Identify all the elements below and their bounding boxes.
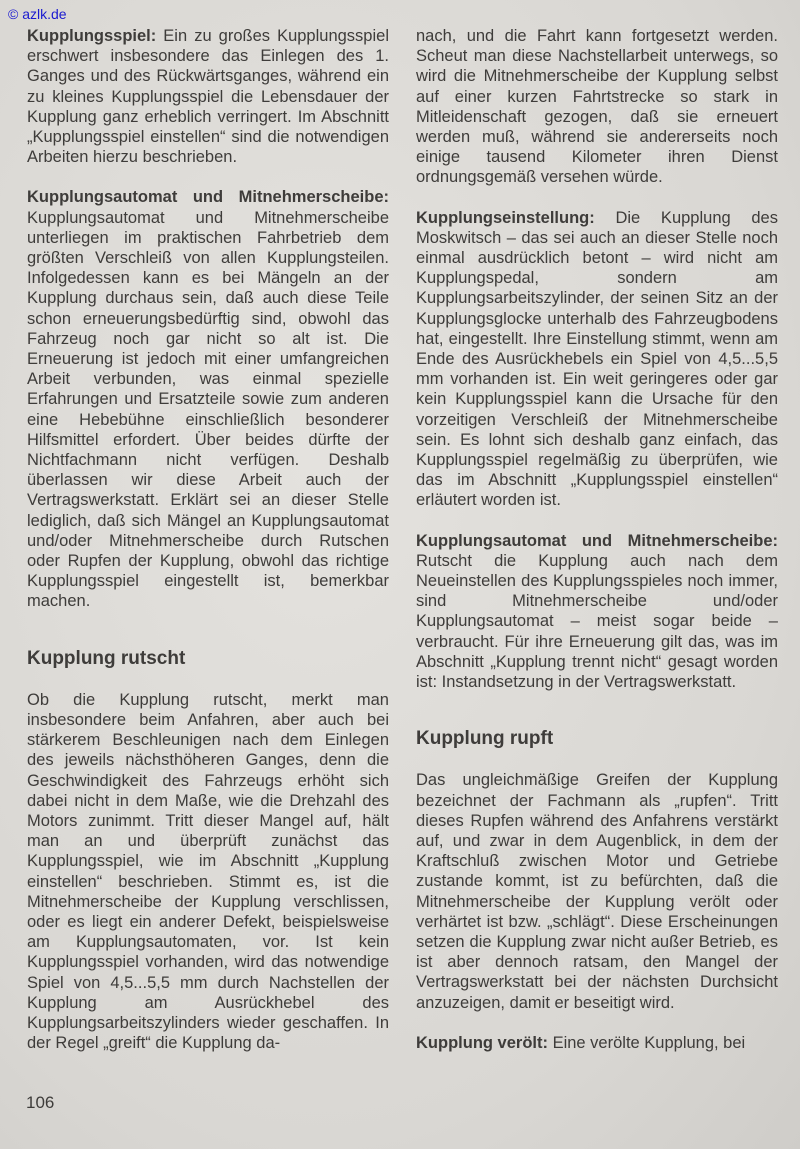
paragraph-text: Eine verölte Kupplung, bei [547, 1033, 746, 1052]
paragraph-text: nach, und die Fahrt kann fortgesetzt werden. Scheut man diese Nachstellarbeit unterwegs, so wird die Mitnehmerscheibe der Kupplung selbst auf einer kurzen Fahrtstrecke so stark in Mitleidenschaft gezogen, daß sie erneuert werden muß, während sie andererseits noch einige tausend Kilometer ihren Dienst ordnungsgemäß versehen würde. [416, 27, 778, 187]
paragraph-text: Rutscht die Kupplung auch nach dem Neueinstellen des Kupplungsspieles noch immer, sind Mitnehmerscheibe und/oder Kupplungsautomat – meist sogar beide – verbraucht. Für ihre Erneuerung gilt das, was im Abschnitt „Kupplung trennt nicht“ gesagt worden ist: Instandsetzung in der Vertragswerkstatt. [416, 551, 778, 692]
paragraph-kupplungsautomat [27, 187, 389, 611]
paragraph-kupplungsautomat-2 [416, 531, 778, 693]
paragraph-text: Kupplungsautomat und Mitnehmerscheibe unterliegen im praktischen Fahrbetrieb dem größten Verschleiß von allen Kupplungsteilen. Infolgedessen kann es bei Mängeln an der Kupplung durchaus sein, daß auch diese Teile schon erneuerungsbedürftig sind, obwohl das Fahrzeug noch gar nicht so alt ist. Die Erneuerung ist jedoch mit einer umfangreichen Arbeit verbunden, was einmal spezielle Erfahrungen und Ersatzteile sowie zum anderen eine Hebebühne einschließlich besonderer Hilfsmittel erfordert. Über beides dürfte der Nichtfachmann nicht verfügen. Deshalb überlassen wir diese Arbeit auch der Vertragswerkstatt. Erklärt sei an dieser Stelle lediglich, daß sich Mängel an Kupplungsautomat und/oder Mitnehmerscheibe durch Rutschen oder Rupfen der Kupplung, obwohl das richtige Kupplungsspiel eingestellt ist, bemerkbar machen. [27, 208, 389, 611]
right-column [416, 26, 778, 1073]
paragraph-rutscht [27, 690, 389, 1054]
paragraph-kupplungsspiel [27, 26, 389, 167]
watermark: © azlk.de [8, 6, 67, 22]
paragraph-continuation [416, 26, 778, 188]
page-number: 106 [26, 1093, 55, 1112]
paragraph-lead: Kupplungsautomat und Mitnehmerscheibe: [416, 531, 778, 550]
left-column [27, 26, 389, 1073]
section-heading-kupplung-rupft: Kupplung rupft [416, 728, 554, 750]
paragraph-lead: Kupplung verölt: [416, 1033, 548, 1052]
paragraph-lead: Kupplungsspiel: [27, 27, 157, 45]
paragraph-text: Ein zu großes Kupplungsspiel erschwert insbesondere das Einlegen des 1. Ganges und des Rückwärtsganges, während ein zu kleines Kupplungsspiel die Lebensdauer der Kupplung ganz erheblich verringert. Im Abschnitt „Kupplungsspiel einstellen“ sind die notwendigen Arbeiten hierzu beschrieben. [27, 27, 389, 167]
paragraph-veroelt [416, 1033, 778, 1053]
paragraph-text: Das ungleichmäßige Greifen der Kupplung bezeichnet der Fachmann als „rupfen“. Tritt dieses Rupfen während des Anfahrens verstärkt auf, und zwar in dem Augenblick, in dem der Kraftschluß zwischen Motor und Getriebe zustande kommt, ist zu befürchten, daß die Mitnehmerscheibe der Kupplung verölt oder verhärtet ist bzw. „schlägt“. Diese Erscheinungen setzen die Kupplung zwar nicht außer Betrieb, es ist aber dennoch ratsam, den Mangel der Vertragswerkstatt bei der nächsten Durchsicht anzuzeigen, damit er beseitigt wird. [416, 771, 778, 1012]
paragraph-text: Die Kupplung des Moskwitsch – das sei auch an dieser Stelle noch einmal ausdrücklich betont – wird nicht am Kupplungspedal, sondern am Kupplungsarbeitszylinder, der seinen Sitz an der Kupplungsglocke unterhalb des Fahrzeugbodens hat, eingestellt. Ihre Einstellung stimmt, wenn am Ende des Ausrückhebels ein Spiel von 4,5...5,5 mm vorhanden ist. Ein weit geringeres oder gar kein Kupplungsspiel kann die Ursache für den vorzeitigen Verschleiß der Mitnehmerscheibe sein. Es lohnt sich deshalb ganz einfach, das Kupplungsspiel regelmäßig zu überprüfen, wie das im Abschnitt „Kupplungsspiel einstellen“ erläutert worden ist. [416, 208, 778, 510]
paragraph-text: Ob die Kupplung rutscht, merkt man insbesondere beim Anfahren, aber auch bei stärkerem Beschleunigen nach dem Einlegen des jeweils nächsthöheren Ganges, denn die Geschwindigkeit des Fahrzeugs erhöht sich dabei nicht in dem Maße, wie die Drehzahl des Motors zunimmt. Tritt dieser Mangel auf, hält man an und überprüft zunächst das Kupplungsspiel, wie im Abschnitt „Kupplung einstellen“ beschrieben. Stimmt es, ist die Mitnehmerscheibe der Kupplung verschlissen, oder es liegt ein anderer Defekt, beispielsweise am Kupplungsautomaten, vor. Ist kein Kupplungsspiel vorhanden, wird das notwendige Spiel von 4,5...5,5 mm durch Nachstellen der Kupplung am Ausrückhebel des Kupplungsarbeitszylinders wieder geschaffen. In der Regel „greift“ die Kupplung da- [27, 690, 389, 1053]
paragraph-kupplungseinstellung [416, 208, 778, 511]
paragraph-lead: Kupplungsautomat und Mitnehmerscheibe: [27, 188, 389, 207]
section-heading-kupplung-rutscht: Kupplung rutscht [27, 647, 186, 669]
paragraph-lead: Kupplungseinstellung: [416, 208, 595, 227]
paragraph-rupft [416, 770, 778, 1012]
